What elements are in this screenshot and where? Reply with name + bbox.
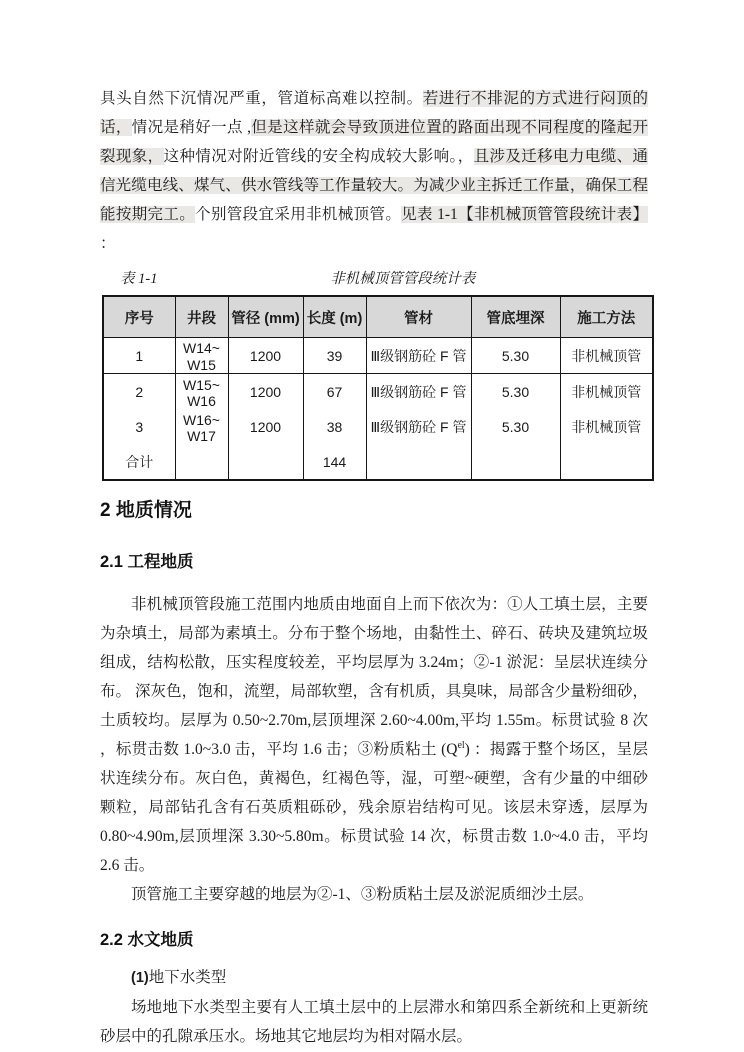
cell-depth: 5.30 <box>471 338 560 374</box>
table-caption-number: 表 1-1 <box>120 271 158 287</box>
table-caption <box>100 267 648 288</box>
table-caption-title: 非机械顶管管段统计表 <box>330 271 476 287</box>
intro-paragraph <box>100 84 648 258</box>
groundwater-paragraph: 场地地下水类型主要有人工填土层中的上层滞水和第四系全新统和上更新统砂层中的孔隙承压水。场地其它地层均为相对隔水层。 <box>100 999 648 1045</box>
intro-segment: 这种情况对附近管线的安全构成较大影响。， <box>163 148 474 165</box>
cell-length: 39 <box>303 338 366 374</box>
intro-segment-highlighted: 但是这样就会导致顶进位置的路面出现不同程度的隆起开裂现象， <box>100 119 648 165</box>
cell-no-group: 2 3 合计 <box>103 374 175 481</box>
cell-method: 非机械顶管 <box>560 338 653 374</box>
superscript-qel: el <box>457 739 465 751</box>
intro-segment: ： <box>100 235 116 252</box>
intro-segment: 情况是稍好一点 , <box>131 119 252 136</box>
header-cell-depth: 管底埋深 <box>471 296 560 338</box>
table-header-row <box>103 296 653 338</box>
subsection-heading-hydrogeology: 2.2 水文地质 <box>100 931 194 949</box>
item-number: (1) <box>131 970 149 986</box>
header-cell-material: 管材 <box>366 296 471 338</box>
cell-no: 1 <box>103 338 175 374</box>
cell-depth-group: 5.30 5.30 <box>471 374 560 481</box>
header-cell-no: 序号 <box>103 296 175 338</box>
cell-material-group: Ⅲ级钢筋砼 F 管 Ⅲ级钢筋砼 F 管 <box>366 374 471 481</box>
table-merged-row <box>103 374 653 481</box>
cell-diameter: 1200 <box>228 338 303 374</box>
cell-material: Ⅲ级钢筋砼 F 管 <box>366 338 471 374</box>
table-row <box>103 338 653 374</box>
cell-method-group: 非机械顶管 非机械顶管 <box>560 374 653 481</box>
cell-wells: W14~ W15 <box>175 338 228 374</box>
intro-segment-highlighted: 若进行不排泥的方式进行闷顶的话， <box>100 90 648 136</box>
cell-length-group: 67 38 144 <box>303 374 366 481</box>
header-cell-wells: 井段 <box>175 296 228 338</box>
geology-paragraph: 非机械顶管段施工范围内地质由地面自上而下依次为：①人工填土层，主要为杂填土，局部为素填土。分布于整个场地，由黏性土、碎石、砖块及建筑垃圾组成，结构松散，压实程度较差，平均层厚为 3.24m；②-1 淤泥：呈层状连续分布。 深灰色，饱和，流塑，局部软塑，含有机质，具臭味，局部含少量粉细砂，土质较均。层厚为 0.50~2.70m,层顶埋深 2.60~4.00m,平均 1.55m。标贯试验 8 次 ，标贯击数 1.0~3.0 击，平均 1.6 击；③粉质粘土 $(Q^{el})$ ：揭露于整个场区，呈层状连续分布。灰白色，黄褐色，红褐色等，湿，可塑~硬塑，含有少量的中细砂颗粒，局部钻孔含有石英质粗砾砂，残余原岩结构可见。该层未穿透，层厚为 0.80~4.90m,层顶埋深 3.30~5.80m。标贯试验 14 次，标贯击数 1.0~4.0 击，平均 2.6 击。 <box>100 596 648 874</box>
section-heading-geology: 2 地质情况 <box>100 500 192 521</box>
subsection-heading-engineering-geology: 2.1 工程地质 <box>100 553 194 571</box>
item-title: 地下水类型 <box>148 969 227 986</box>
intro-segment-highlighted: 且涉及迁移电力电缆、通信光缆电线、煤气、供水管线等工作量较大。 <box>100 148 648 194</box>
header-cell-diameter: 管径 (mm) <box>228 296 303 338</box>
intro-segment-highlighted: 见表 1-1【非机械顶管管段统计表】 <box>401 206 648 223</box>
header-cell-method: 施工方法 <box>560 296 653 338</box>
intro-segment: 具头自然下沉情况严重，管道标高难以控制。 <box>100 90 423 107</box>
geology-paragraph-2: 顶管施工主要穿越的地层为②-1、③粉质粘土层及淤泥质细沙土层。 <box>131 886 594 903</box>
cell-wells-group: W15~ W16 W16~ W17 <box>175 374 228 481</box>
header-cell-length: 长度 (m) <box>303 296 366 338</box>
pipe-segment-table <box>102 295 654 481</box>
cell-diameter-group: 1200 1200 <box>228 374 303 481</box>
intro-segment-highlighted: 为减少业主拆迁工作量，确保工程能按期完工。 <box>100 177 648 223</box>
groundwater-item-heading <box>100 963 648 993</box>
intro-segment: 个别管段宜采用非机械顶管。 <box>195 206 402 223</box>
